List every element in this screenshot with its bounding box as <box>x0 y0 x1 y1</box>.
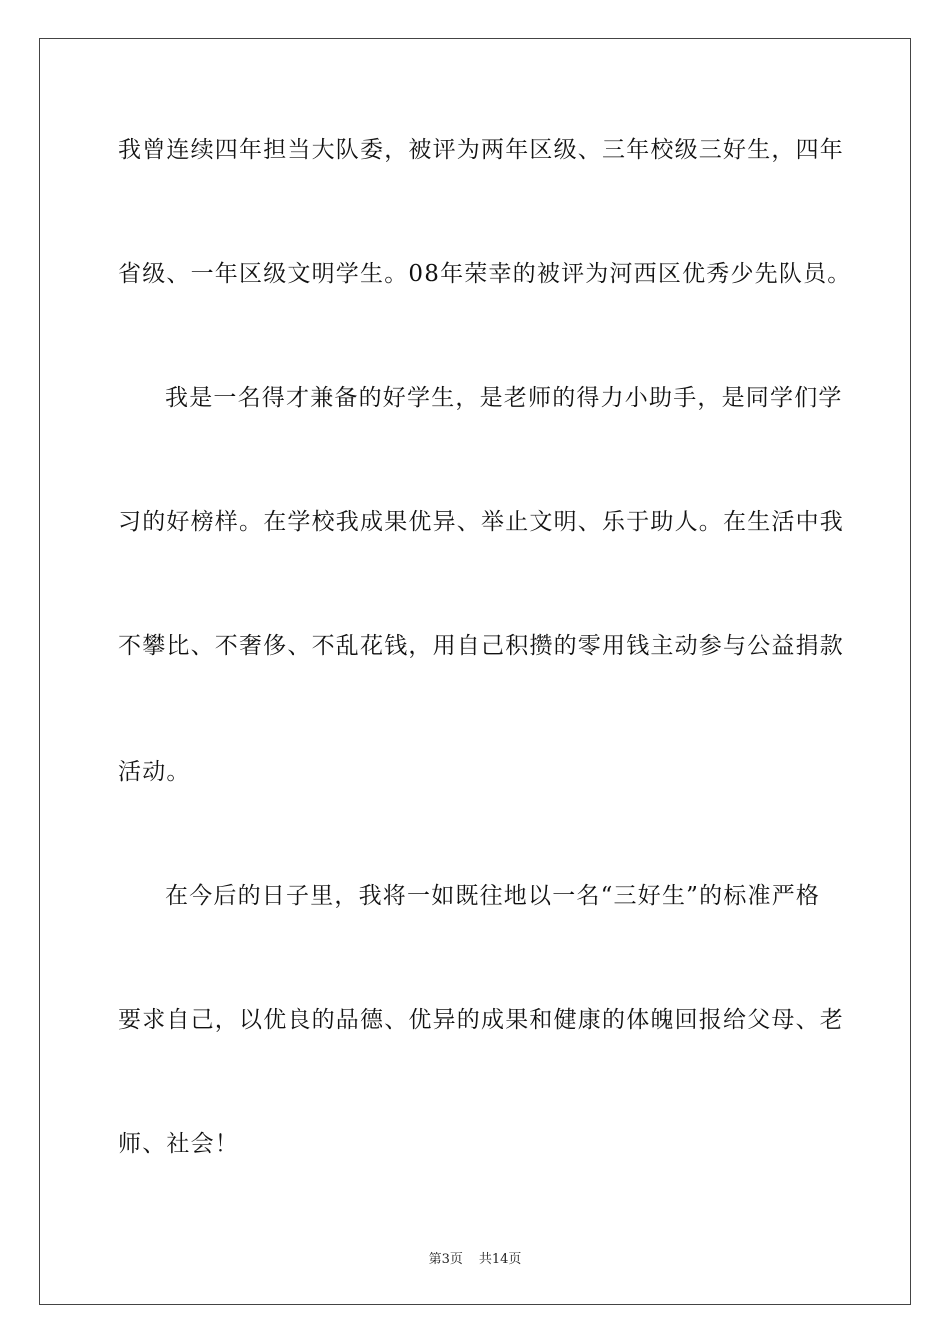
paragraph-line-2: 省级、一年区级文明学生。08年荣幸的被评为河西区优秀少先队员。 <box>118 261 852 287</box>
paragraph-line-8: 要求自己，以优良的品德、优异的成果和健康的体魄回报给父母、老 <box>118 1007 844 1033</box>
paragraph-line-5: 不攀比、不奢侈、不乱花钱，用自己积攒的零用钱主动参与公益捐款 <box>118 633 844 659</box>
page-footer <box>0 1248 950 1267</box>
paragraph-line-1: 我曾连续四年担当大队委，被评为两年区级、三年校级三好生，四年 <box>118 137 844 163</box>
paragraph-line-9: 师、社会！ <box>118 1131 239 1157</box>
page-total: 共14页 <box>478 1252 522 1267</box>
page-frame <box>39 38 911 1305</box>
paragraph-line-4: 习的好榜样。在学校我成果优异、举止文明、乐于助人。在生活中我 <box>118 509 844 535</box>
paragraph-line-3: 我是一名得才兼备的好学生，是老师的得力小助手，是同学们学 <box>165 385 843 411</box>
page-number: 第3页 <box>428 1252 463 1267</box>
paragraph-line-6: 活动。 <box>118 759 191 785</box>
paragraph-line-7: 在今后的日子里，我将一如既往地以一名“三好生”的标准严格 <box>165 883 821 909</box>
